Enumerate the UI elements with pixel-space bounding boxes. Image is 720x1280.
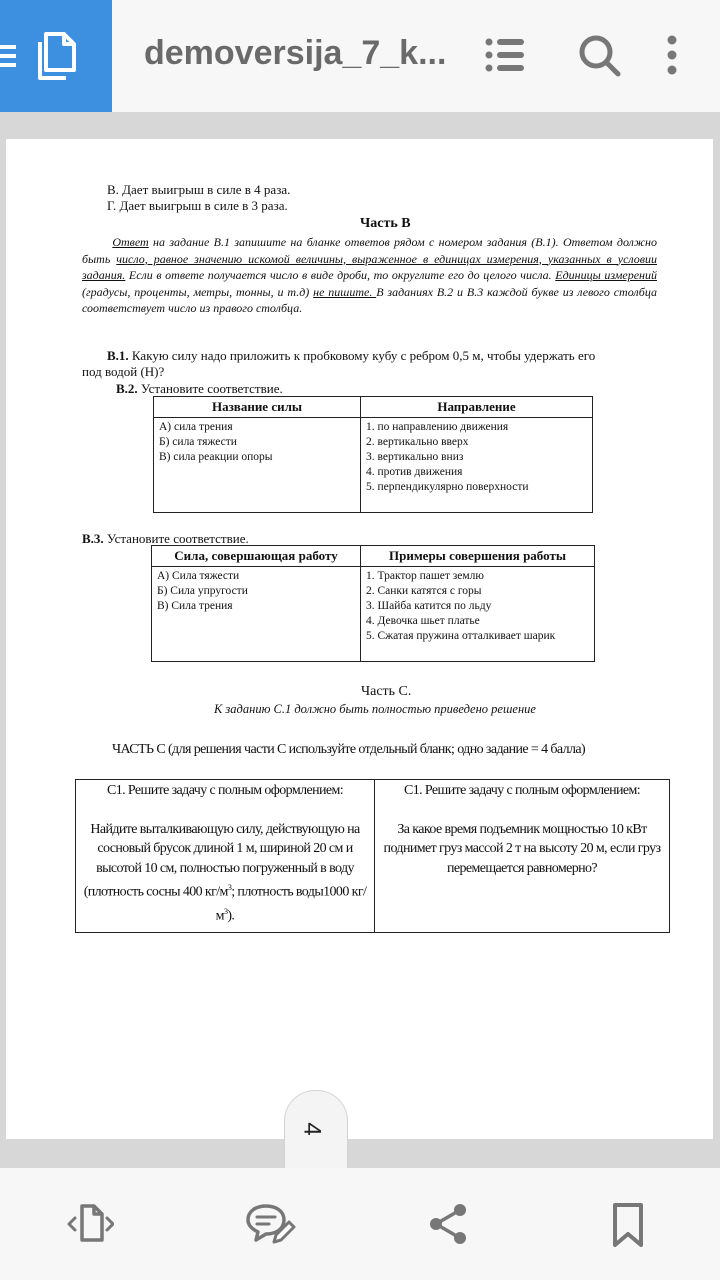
task-c1-left	[76, 780, 375, 933]
list-item: 3. вертикально вниз	[366, 451, 464, 463]
list-item: В) сила реакции опоры	[159, 451, 273, 463]
search-icon[interactable]	[578, 34, 622, 78]
comment-edit-icon[interactable]	[244, 1202, 296, 1246]
question-b1-text: Какую силу надо приложить к пробковому кубу с ребром 0,5 м, чтобы удержать его	[128, 348, 596, 363]
part-b-instructions	[82, 234, 657, 317]
question-b3-label: В.3.	[82, 531, 104, 546]
list-item: А) Сила тяжести	[157, 570, 240, 582]
list-item: 5. перпендикулярно поверхности	[366, 481, 529, 493]
table-header: Сила, совершающая работу	[152, 546, 361, 567]
more-vert-icon[interactable]	[662, 34, 682, 76]
top-app-bar	[0, 0, 720, 112]
menu-icon[interactable]	[0, 42, 20, 70]
list-item: В) Сила трения	[157, 600, 233, 612]
instructions-part: число, равное значению искомой величины, выраженное в единицах измерения, указанных в условии задания.	[82, 251, 657, 282]
table-header: Название силы	[154, 397, 361, 418]
task-body-part: ).	[227, 908, 235, 924]
task-body-part: Найдите выталкивающую силу, действующую на сосновый брусок длиной 1 м, шириной 20 см и высотой 10 см, полностью погруженный в воду (плотность сосны 400 кг/м	[83, 821, 360, 900]
table-cell-right	[361, 567, 595, 662]
answer-option-g: Г. Дает выигрыш в силе в 3 раза.	[107, 198, 288, 213]
list-item: А) сила трения	[159, 421, 233, 433]
list-item: 2. вертикально вверх	[366, 436, 469, 448]
task-body	[82, 820, 368, 927]
instructions-part: Единицы измерений	[555, 268, 657, 282]
question-b3-text: Установите соответствие.	[103, 531, 249, 546]
list-item: Б) сила тяжести	[159, 436, 237, 448]
instructions-part: Если в ответе получается число в виде дроби, то округлите его до целого числа.	[125, 268, 556, 282]
answer-option-v: В. Дает выигрыш в силе в 4 раза.	[107, 182, 291, 197]
list-item: 2. Санки катятся с горы	[366, 585, 482, 597]
table-c	[75, 779, 670, 933]
list-icon[interactable]	[484, 34, 526, 76]
superscript: 3	[223, 907, 228, 917]
table-header: Примеры совершения работы	[361, 546, 595, 567]
list-item: 1. Трактор пашет землю	[366, 570, 484, 582]
bookmark-icon[interactable]	[610, 1202, 646, 1248]
list-item: 5. Сжатая пружина отталкивает шарик	[366, 630, 556, 642]
superscript: 3	[227, 883, 232, 892]
table-b2	[153, 396, 593, 513]
list-item: 4. Девочка шьет платье	[366, 615, 480, 627]
task-body-part: ; плотность воды1000 кг/м	[215, 884, 367, 924]
table-b3	[151, 545, 595, 662]
page-indicator[interactable]	[284, 1090, 348, 1171]
instructions-part: на задание В.1 запишите на бланке ответов рядом с номером задания (В.1). Ответом должно быть	[82, 235, 657, 266]
document-mode-button[interactable]	[0, 0, 112, 112]
list-item: 4. против движения	[366, 466, 463, 478]
document-icon	[36, 32, 78, 80]
question-b3	[82, 531, 249, 546]
share-icon[interactable]	[426, 1202, 470, 1246]
part-c-heading: Часть С.	[361, 684, 412, 699]
page-number: 4	[298, 1122, 326, 1136]
part-c-full-heading: ЧАСТЬ С (для решения части С используйте отдельный бланк; одно задание = 4 балла)	[112, 742, 586, 757]
list-item: 3. Шайба катится по льду	[366, 600, 492, 612]
table-cell-left	[154, 418, 361, 513]
table-cell-left	[152, 567, 361, 662]
page-mode-icon[interactable]	[66, 1202, 114, 1246]
task-body: За какое время подъемник мощностью 10 кВт поднимет груз массой 2 т на высоту 20 м, если груз перемещается равномерно?	[383, 821, 661, 876]
part-c-note: К заданию С.1 должно быть полностью приведено решение	[214, 702, 536, 716]
question-b1-cont: под водой (Н)?	[82, 364, 165, 379]
list-item: Б) Сила упругости	[157, 585, 248, 597]
question-b1-label: В.1.	[107, 348, 129, 363]
table-header: Направление	[361, 397, 593, 418]
task-c1-right	[375, 780, 670, 933]
part-b-heading: Часть В	[360, 216, 411, 231]
document-title: demoversija_7_k...	[144, 34, 447, 72]
question-b2	[116, 381, 283, 396]
question-b2-label: В.2.	[116, 381, 138, 396]
instructions-part: В заданиях В.2 и В.3 каждой букве из левого столбца соответствует число из правого столбца.	[82, 284, 657, 315]
task-title: С1. Решите задачу с полным оформлением:	[106, 783, 344, 798]
task-title: С1. Решите задачу с полным оформлением:	[403, 783, 641, 798]
question-b2-text: Установите соответствие.	[137, 381, 283, 396]
instructions-part: (градусы, проценты, метры, тонны, и т.д)	[82, 284, 314, 299]
list-item: 1. по направлению движения	[366, 421, 509, 433]
question-b1	[107, 348, 595, 363]
instructions-part: Ответ	[112, 235, 149, 249]
instructions-part: не пишите.	[313, 284, 377, 299]
table-cell-right	[361, 418, 593, 513]
